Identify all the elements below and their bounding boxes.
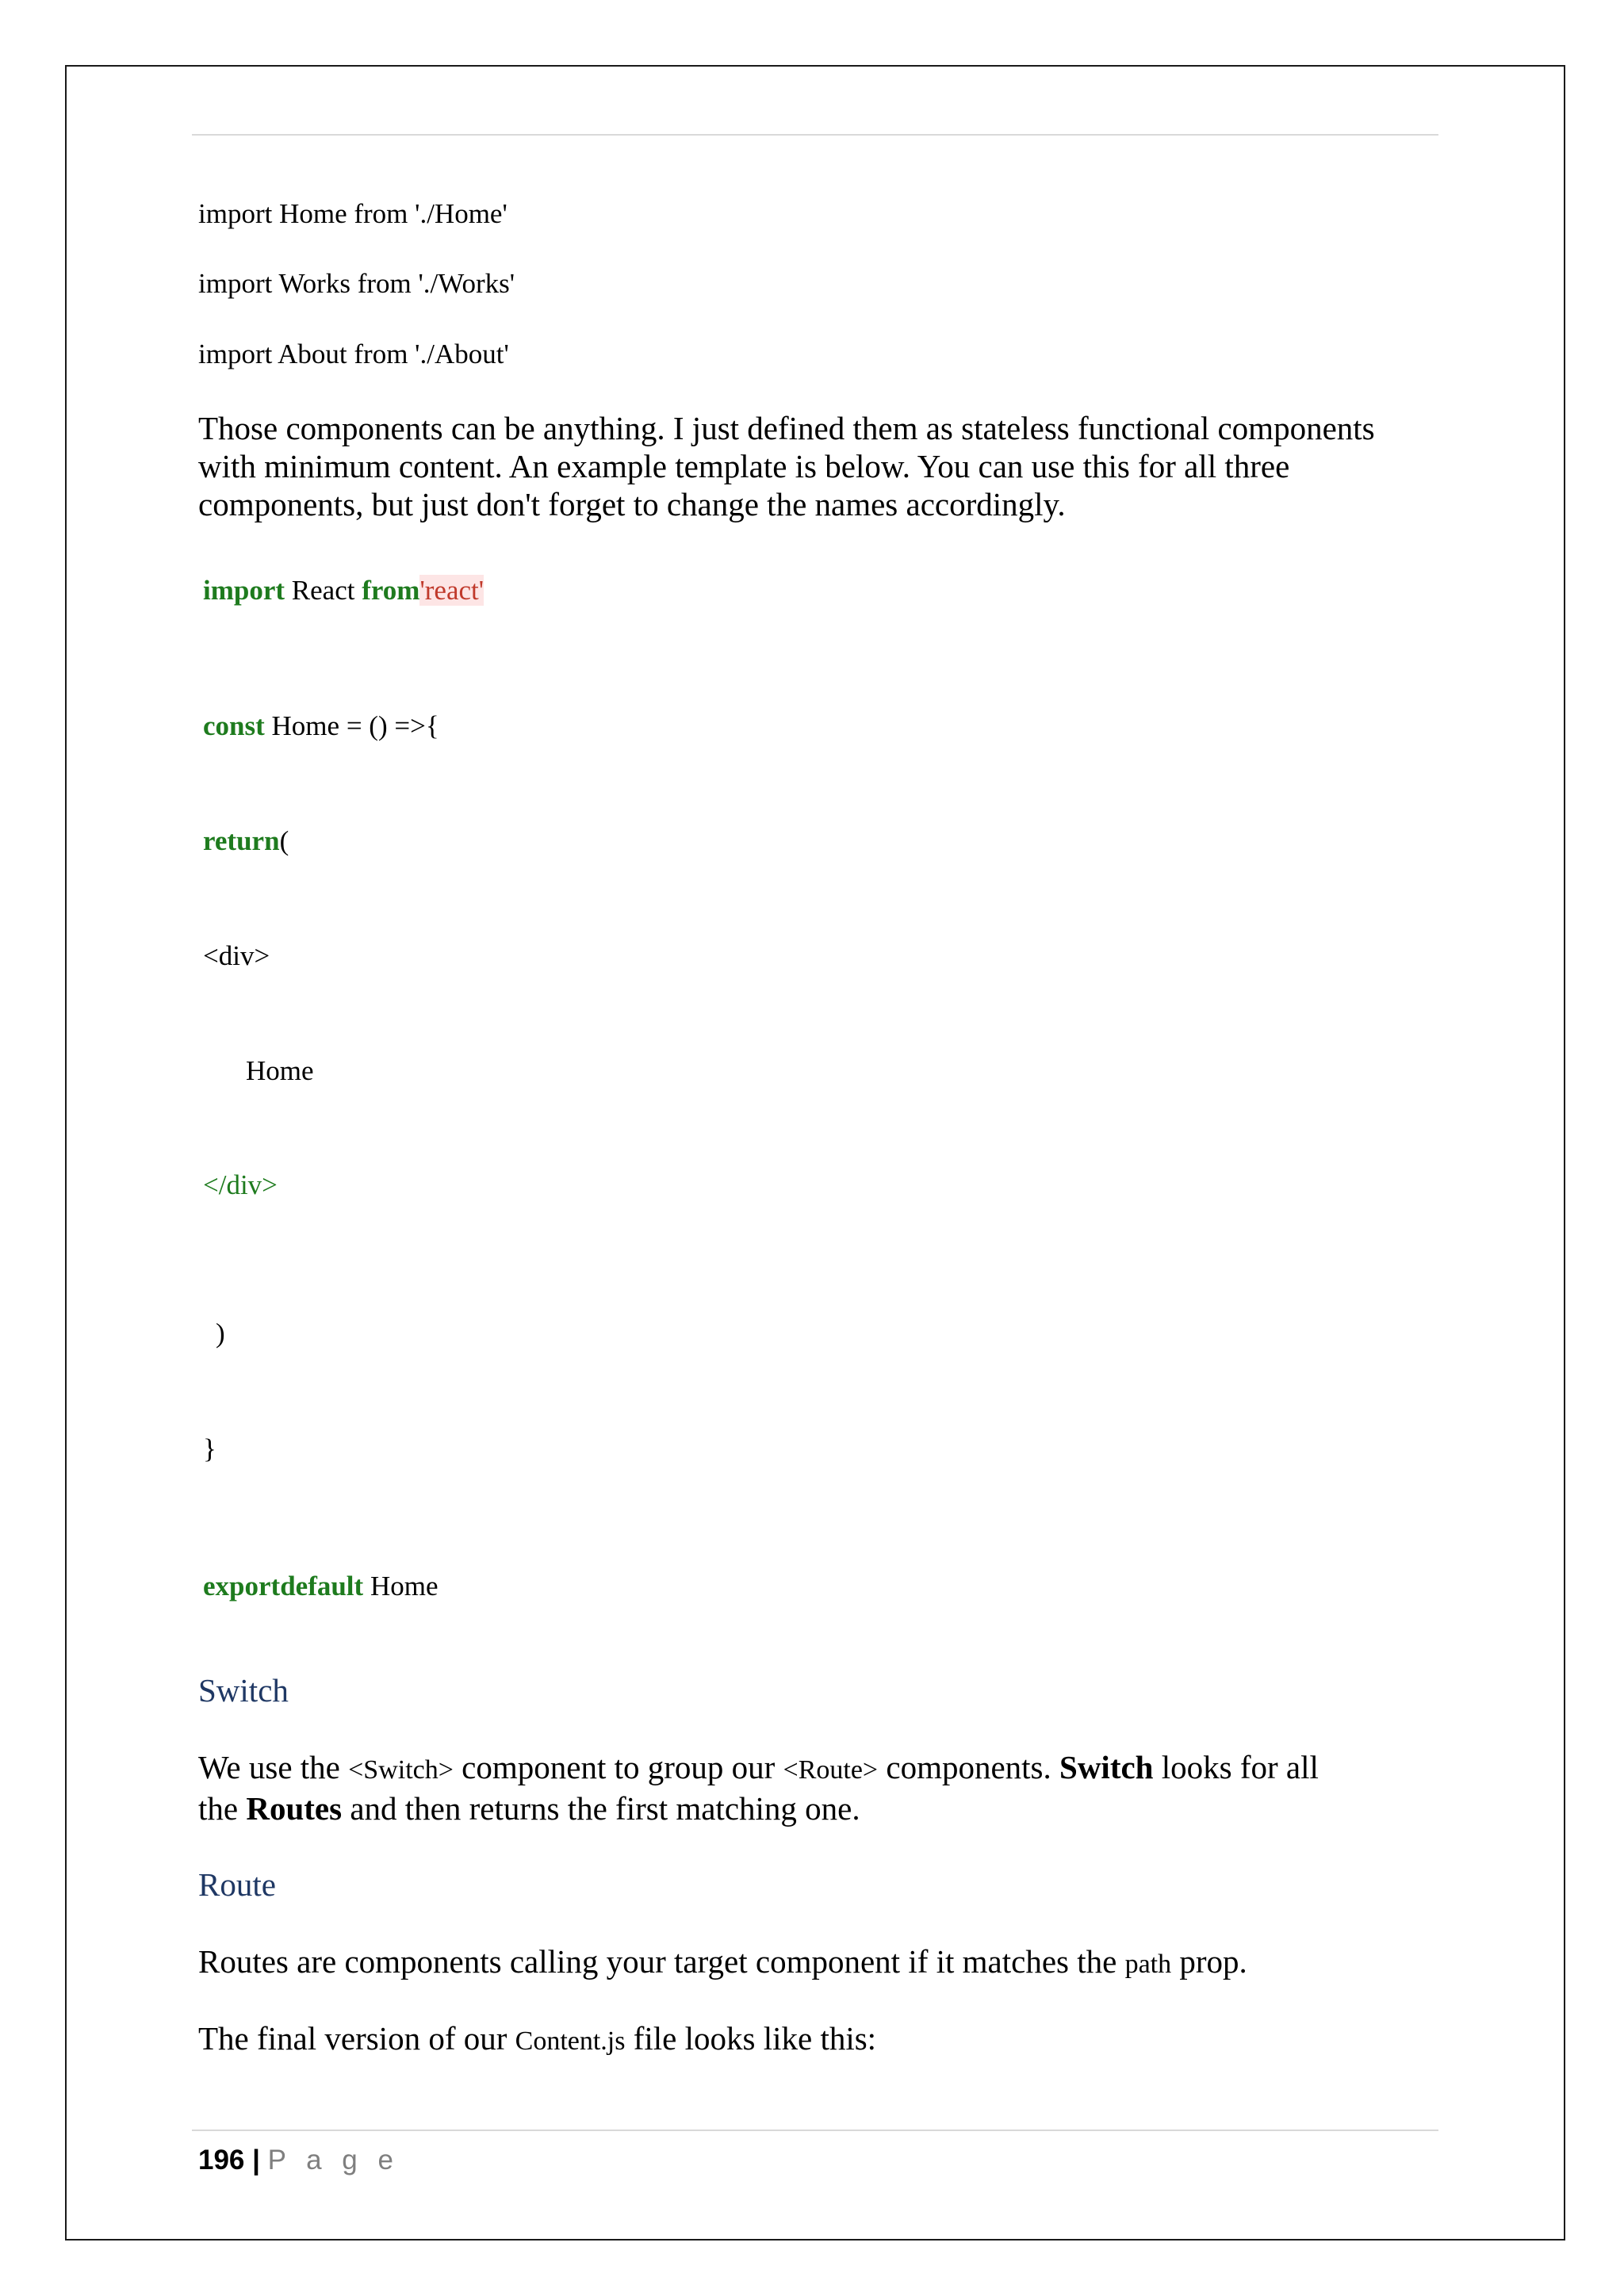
code-line-export: [203, 1572, 439, 1600]
text: component to group our: [453, 1749, 783, 1785]
page-border: [65, 65, 1565, 2241]
header-rule: [192, 134, 1438, 136]
keyword-const: const: [203, 710, 265, 741]
intro-line-3: components, but just don't forget to change the names accordingly.: [198, 486, 1066, 522]
route-paragraph-2: [198, 2019, 1467, 2061]
code-line-import-react: [203, 576, 484, 604]
code-line-return: [203, 827, 289, 855]
keyword-from: from: [362, 575, 420, 606]
text: The final version of our: [198, 2020, 515, 2057]
bold-routes: Routes: [246, 1790, 343, 1827]
code-line-brace-close: }: [203, 1433, 216, 1464]
text: prop.: [1171, 1943, 1247, 1980]
import-line-works: import Works from './Works': [198, 268, 515, 299]
switch-paragraph: [198, 1748, 1467, 1827]
intro-line-1: Those components can be anything. I just defined them as stateless functional components: [198, 410, 1375, 446]
section-heading-switch: Switch: [198, 1672, 289, 1709]
code-line-paren-close: ): [216, 1318, 225, 1349]
section-heading-route: Route: [198, 1866, 276, 1903]
inline-code-path: path: [1124, 1950, 1172, 1979]
text: We use the: [198, 1749, 349, 1785]
code-line-const: [203, 712, 439, 740]
inline-code-switch: <Switch>: [348, 1755, 454, 1785]
bold-switch: Switch: [1059, 1749, 1154, 1785]
keyword-import: import: [203, 575, 285, 606]
text: the: [198, 1790, 247, 1827]
intro-paragraph: [198, 409, 1467, 523]
code-line-home-text: Home: [246, 1055, 314, 1086]
code-plain: (: [279, 825, 289, 856]
code-plain: React: [285, 575, 362, 606]
switch-line-2: [198, 1789, 1467, 1827]
intro-line-2: with minimum content. An example template is below. You can use this for all three: [198, 448, 1290, 484]
code-line-div-open: <div>: [203, 940, 270, 971]
keyword-exportdefault: exportdefault: [203, 1571, 364, 1601]
route-paragraph-1: [198, 1942, 1467, 1984]
text: and then returns the first matching one.: [342, 1790, 860, 1827]
code-line-div-close: </div>: [203, 1169, 278, 1200]
code-plain: Home = () =>{: [264, 710, 439, 741]
import-line-home: import Home from './Home': [198, 198, 508, 229]
inline-code-content-js: Content.js: [515, 2026, 626, 2056]
keyword-return: return: [203, 825, 280, 856]
footer-separator: |: [244, 2145, 268, 2175]
text: looks for all: [1153, 1749, 1319, 1785]
import-line-about: import About from './About': [198, 339, 509, 369]
code-string: 'react': [419, 575, 485, 606]
page-footer: [198, 2146, 400, 2174]
footer-rule: [192, 2130, 1438, 2131]
text: file looks like this:: [625, 2020, 877, 2057]
page-number: 196: [198, 2145, 245, 2175]
page-label: P a g e: [267, 2145, 400, 2175]
code-plain: Home: [363, 1571, 439, 1601]
switch-line-1: [198, 1748, 1467, 1789]
text: components.: [878, 1749, 1060, 1785]
inline-code-route: <Route>: [783, 1755, 879, 1785]
text: Routes are components calling your target component if it matches the: [198, 1943, 1125, 1980]
